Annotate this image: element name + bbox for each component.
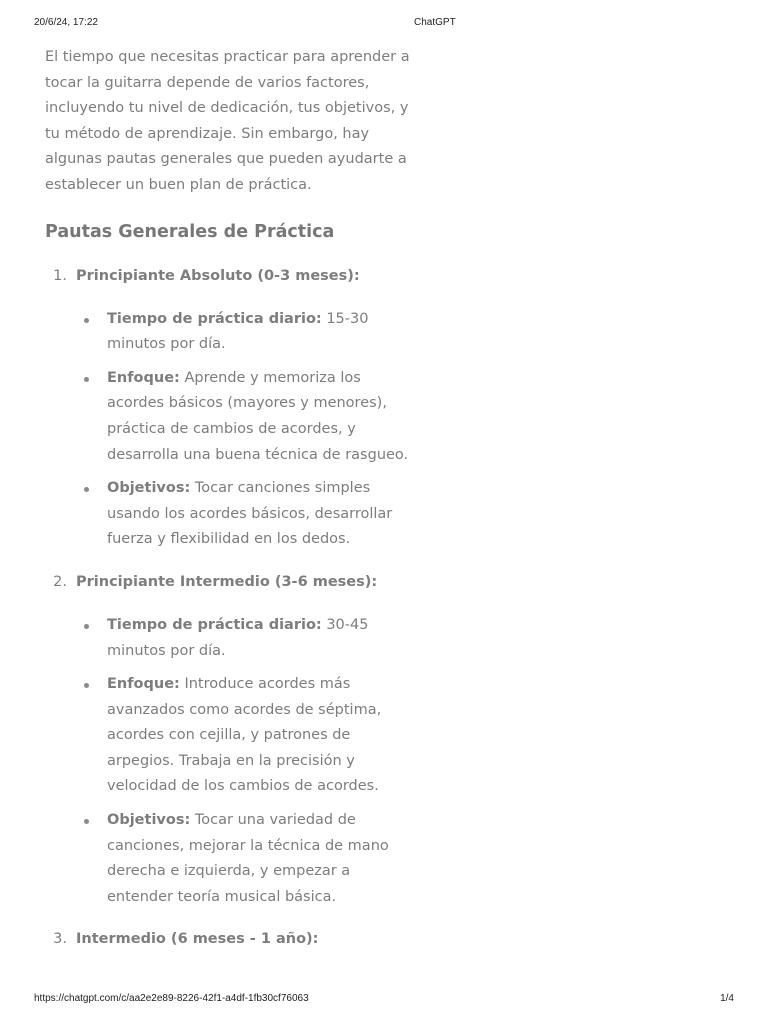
level-item <box>45 264 410 553</box>
print-footer <box>34 993 734 1007</box>
document-content <box>45 45 410 969</box>
item-text: Tocar canciones simples usando los acordes básicos, desarrollar fuerza y flexibilidad en los dedos. <box>107 480 393 548</box>
bullet-icon <box>84 377 89 382</box>
bullet-icon <box>84 624 89 629</box>
item-text: 15-30 minutos por día. <box>107 310 369 353</box>
item-text: Tocar una variedad de canciones, mejorar la técnica de mano derecha e izquierda, y empezar a entender teoría musical básica. <box>107 812 389 905</box>
level-item <box>45 570 410 911</box>
list-item <box>107 307 410 358</box>
level-label: Principiante Intermedio (3-6 meses): <box>76 573 378 590</box>
levels-list <box>45 264 410 953</box>
bullet-icon <box>84 487 89 492</box>
section-heading: Pautas Generales de Práctica <box>45 221 335 242</box>
item-key: Tiempo de práctica diario: <box>107 310 322 327</box>
level-title <box>45 927 410 952</box>
bullet-icon <box>84 318 89 323</box>
item-key: Objetivos: <box>107 480 191 497</box>
item-key: Enfoque: <box>107 676 180 693</box>
level-number: 3. <box>53 931 67 948</box>
item-key: Tiempo de práctica diario: <box>107 616 322 633</box>
item-key: Objetivos: <box>107 812 191 829</box>
print-header <box>34 17 734 31</box>
page-url: https://chatgpt.com/c/aa2e2e89-8226-42f1-a4df-1fb30cf76063 <box>34 993 309 1004</box>
print-title: ChatGPT <box>414 17 456 28</box>
level-number: 2. <box>53 573 67 590</box>
level-label: Principiante Absoluto (0-3 meses): <box>76 267 360 284</box>
level-subitems <box>45 307 410 553</box>
page-number: 1/4 <box>720 993 734 1004</box>
level-subitems <box>45 613 410 911</box>
list-item <box>107 476 410 553</box>
intro-paragraph: El tiempo que necesitas practicar para aprender a tocar la guitarra depende de varios factores, incluyendo tu nivel de dedicación, tus objetivos, y tu método de aprendizaje. Sin embargo, hay algunas pautas generales que pueden ayudarte a establecer un buen plan de práctica. <box>45 49 410 193</box>
list-item <box>107 808 410 910</box>
list-item <box>107 672 410 800</box>
print-date: 20/6/24, 17:22 <box>34 17 98 28</box>
list-item <box>107 366 410 468</box>
list-item <box>107 613 410 664</box>
bullet-icon <box>84 683 89 688</box>
level-number: 1. <box>53 267 67 284</box>
bullet-icon <box>84 819 89 824</box>
item-text: 30-45 minutos por día. <box>107 616 369 659</box>
level-title <box>45 264 410 289</box>
level-label: Intermedio (6 meses - 1 año): <box>76 931 319 948</box>
level-title <box>45 570 410 595</box>
item-key: Enfoque: <box>107 369 180 386</box>
level-item <box>45 927 410 952</box>
item-text: Aprende y memoriza los acordes básicos (mayores y menores), práctica de cambios de acordes, y desarrolla una buena técnica de rasgueo. <box>107 369 409 463</box>
item-text: Introduce acordes más avanzados como acordes de séptima, acordes con cejilla, y patrones de arpegios. Trabaja en la precisión y velocidad de los cambios de acordes. <box>107 676 382 795</box>
